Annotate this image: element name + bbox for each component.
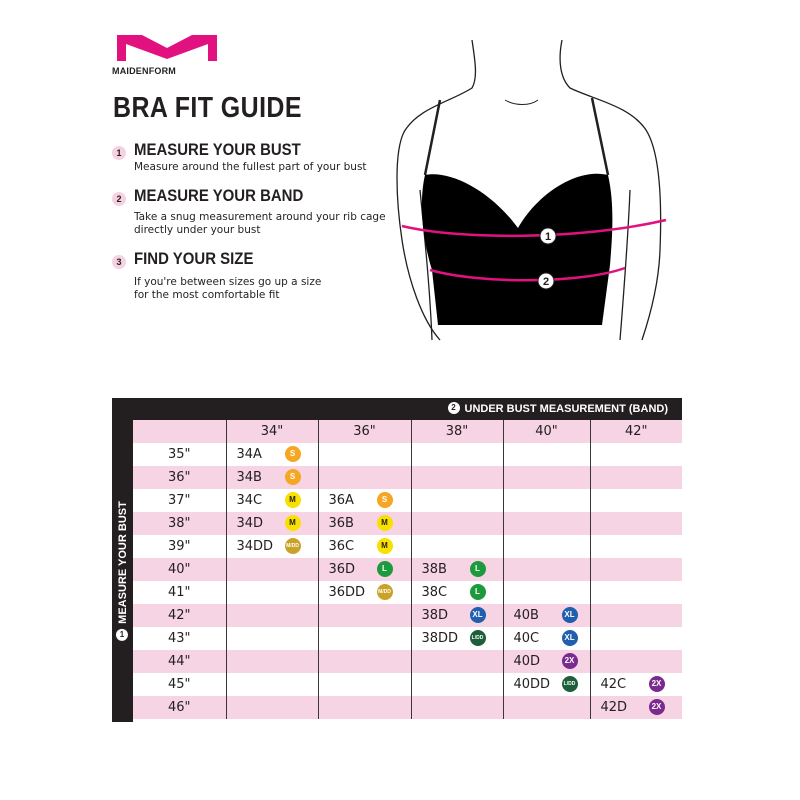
size-label: 36A [328, 493, 354, 508]
size-label: 40D [513, 654, 541, 669]
bust-header-label [116, 501, 128, 641]
size-label: 34C [236, 493, 263, 508]
size-label: 36B [328, 516, 354, 531]
step-title: MEASURE YOUR BAND [134, 186, 304, 205]
chart-row [133, 489, 682, 512]
empty-cell [318, 673, 411, 696]
size-label: 38B [421, 562, 447, 577]
size-cell [226, 466, 318, 489]
size-cell [503, 650, 590, 673]
empty-cell [590, 466, 682, 489]
bust-row-header: 41" [133, 581, 226, 604]
step-title: FIND YOUR SIZE [134, 249, 254, 268]
strap-right [592, 98, 608, 175]
size-badge: 2X [649, 699, 665, 715]
size-cell [503, 627, 590, 650]
size-badge: M [285, 515, 301, 531]
empty-cell [590, 558, 682, 581]
bust-header-text: MEASURE YOUR BUST [116, 501, 129, 624]
size-cell [411, 558, 503, 581]
bust-row-header: 36" [133, 466, 226, 489]
size-label: 38D [421, 608, 449, 623]
empty-cell [226, 650, 318, 673]
size-cell [411, 604, 503, 627]
bust-marker [540, 228, 556, 244]
size-cell [318, 512, 411, 535]
bust-row-header: 46" [133, 696, 226, 719]
size-cell [318, 558, 411, 581]
size-cell [318, 535, 411, 558]
size-badge: M/DD [377, 584, 393, 600]
bust-row-header: 38" [133, 512, 226, 535]
size-cell [226, 512, 318, 535]
arm-inner-right [620, 190, 630, 340]
empty-cell [503, 443, 590, 466]
empty-cell [411, 696, 503, 719]
size-badge: M/DD [285, 538, 301, 554]
chart-row [133, 673, 682, 696]
empty-cell [411, 489, 503, 512]
size-label: 36DD [328, 585, 366, 600]
empty-cell [503, 581, 590, 604]
band-marker [538, 273, 554, 289]
size-label: 34DD [236, 539, 274, 554]
size-badge: S [377, 492, 393, 508]
band-column-header: 40" [503, 420, 590, 443]
empty-cell [226, 696, 318, 719]
empty-cell [226, 627, 318, 650]
band-column-header: 36" [318, 420, 411, 443]
empty-cell [411, 535, 503, 558]
step-description: directly under your bust [134, 224, 261, 236]
empty-cell [590, 650, 682, 673]
size-label: 40DD [513, 677, 551, 692]
empty-cell [503, 512, 590, 535]
empty-cell [318, 604, 411, 627]
band-column-header: 42" [590, 420, 682, 443]
band-header-text: UNDER BUST MEASUREMENT (BAND) [464, 403, 668, 415]
size-label: 34B [236, 470, 262, 485]
band-marker-label: 2 [542, 276, 550, 288]
size-cell [226, 489, 318, 512]
step-number: 3 [112, 255, 126, 269]
corner-cell [133, 420, 226, 443]
step-description: Take a snug measurement around your rib cage [134, 211, 386, 223]
bust-row-header: 43" [133, 627, 226, 650]
empty-cell [411, 650, 503, 673]
size-label: 34A [236, 447, 262, 462]
size-chart-body [133, 420, 682, 719]
bust-row-header: 35" [133, 443, 226, 466]
band-column-header: 38" [411, 420, 503, 443]
chart-row [133, 512, 682, 535]
size-cell [590, 673, 682, 696]
size-label: 40B [513, 608, 539, 623]
empty-cell [226, 581, 318, 604]
size-badge: L [377, 561, 393, 577]
chart-row [133, 581, 682, 604]
bust-header-number: 1 [116, 629, 128, 641]
bra-illustration [380, 40, 720, 360]
bust-row-header: 37" [133, 489, 226, 512]
size-badge: S [285, 446, 301, 462]
size-label: 38DD [421, 631, 459, 646]
bra-body [422, 174, 612, 325]
empty-cell [590, 627, 682, 650]
step-title: MEASURE YOUR BUST [134, 140, 301, 159]
empty-cell [226, 558, 318, 581]
size-cell [226, 443, 318, 466]
chart-row [133, 650, 682, 673]
chart-row [133, 535, 682, 558]
empty-cell [411, 673, 503, 696]
empty-cell [226, 604, 318, 627]
size-badge: L/DD [470, 630, 486, 646]
chart-row [133, 627, 682, 650]
size-badge: XL [470, 607, 486, 623]
bust-marker-label: 1 [544, 231, 552, 243]
chart-row [133, 466, 682, 489]
size-chart-table [133, 420, 682, 719]
size-badge: L/DD [562, 676, 578, 692]
size-badge: XL [562, 607, 578, 623]
bust-header [112, 420, 133, 722]
page-title: BRA FIT GUIDE [113, 92, 302, 124]
band-header [112, 398, 682, 420]
step-description: Measure around the fullest part of your bust [134, 161, 367, 173]
band-header-number: 2 [448, 402, 460, 414]
size-cell [318, 581, 411, 604]
column-header-row [133, 420, 682, 443]
size-badge: 2X [649, 676, 665, 692]
size-badge: L [470, 561, 486, 577]
size-badge: M [285, 492, 301, 508]
empty-cell [318, 650, 411, 673]
empty-cell [318, 696, 411, 719]
size-cell [590, 696, 682, 719]
size-badge: S [285, 469, 301, 485]
empty-cell [590, 581, 682, 604]
step-description: If you're between sizes go up a size [134, 276, 322, 288]
size-cell [318, 489, 411, 512]
size-badge: XL [562, 630, 578, 646]
bust-row-header: 39" [133, 535, 226, 558]
maidenform-logo [112, 32, 222, 62]
chart-row [133, 443, 682, 466]
collarbone [505, 100, 538, 105]
size-badge: M [377, 515, 393, 531]
size-cell [411, 627, 503, 650]
bust-row-header: 44" [133, 650, 226, 673]
maidenform-logo-mark [112, 32, 222, 62]
size-cell [411, 581, 503, 604]
size-label: 34D [236, 516, 264, 531]
size-label: 42C [600, 677, 627, 692]
size-label: 36C [328, 539, 355, 554]
empty-cell [318, 627, 411, 650]
empty-cell [411, 512, 503, 535]
bust-row-header: 40" [133, 558, 226, 581]
size-label: 38C [421, 585, 448, 600]
size-badge: L [470, 584, 486, 600]
chart-row [133, 604, 682, 627]
strap-left [425, 100, 440, 175]
empty-cell [503, 535, 590, 558]
chart-row [133, 696, 682, 719]
step-number: 1 [112, 146, 126, 160]
band-header-label [448, 398, 669, 420]
empty-cell [590, 443, 682, 466]
step-description: for the most comfortable fit [134, 289, 280, 301]
size-badge: M [377, 538, 393, 554]
empty-cell [503, 489, 590, 512]
empty-cell [503, 558, 590, 581]
empty-cell [590, 535, 682, 558]
empty-cell [590, 489, 682, 512]
size-label: 36D [328, 562, 356, 577]
size-cell [503, 604, 590, 627]
empty-cell [226, 673, 318, 696]
brand-name: MAIDENFORM [112, 66, 176, 76]
empty-cell [318, 443, 411, 466]
empty-cell [503, 696, 590, 719]
empty-cell [318, 466, 411, 489]
chart-row [133, 558, 682, 581]
bust-row-header: 42" [133, 604, 226, 627]
size-badge: 2X [562, 653, 578, 669]
size-label: 42D [600, 700, 628, 715]
empty-cell [503, 466, 590, 489]
empty-cell [590, 604, 682, 627]
empty-cell [411, 443, 503, 466]
step-number: 2 [112, 192, 126, 206]
size-cell [226, 535, 318, 558]
empty-cell [590, 512, 682, 535]
bust-row-header: 45" [133, 673, 226, 696]
size-label: 40C [513, 631, 540, 646]
size-cell [503, 673, 590, 696]
band-column-header: 34" [226, 420, 318, 443]
empty-cell [411, 466, 503, 489]
